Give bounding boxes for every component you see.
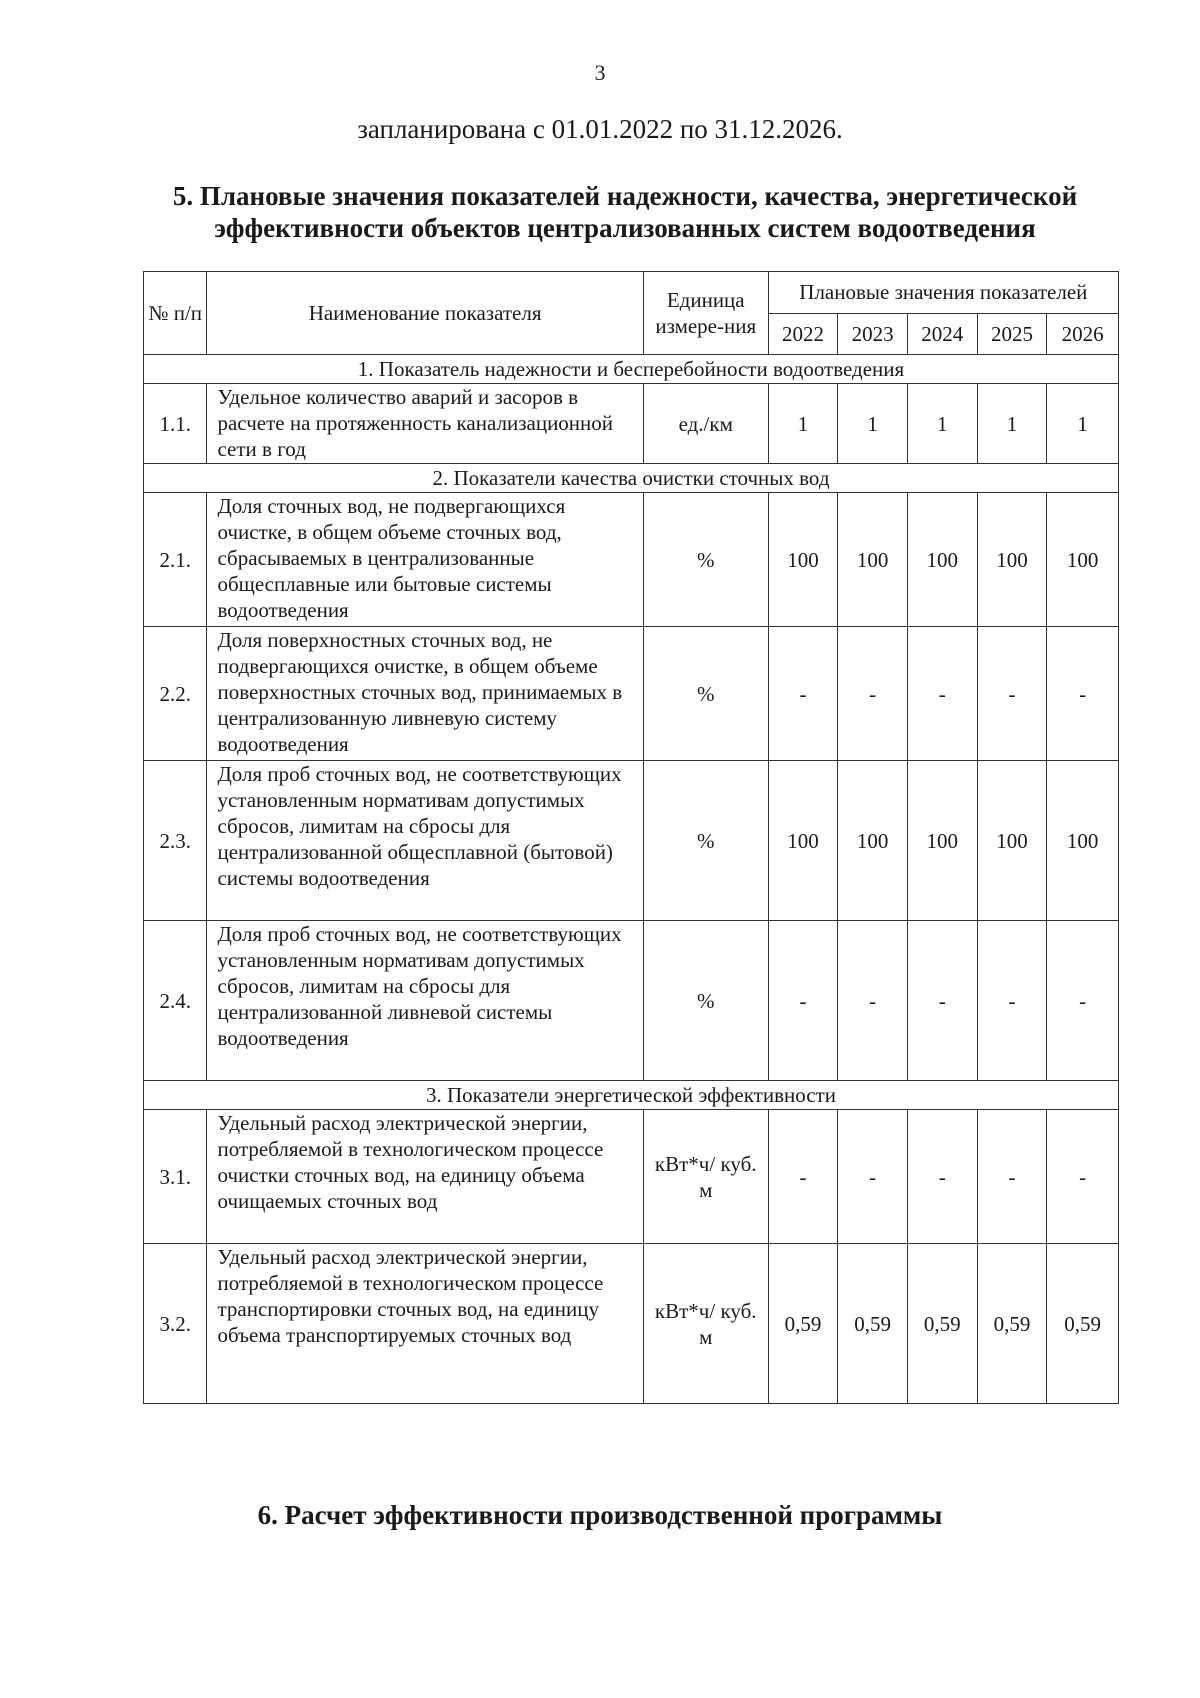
row-value: -: [838, 627, 908, 761]
header-name: Наименование показателя: [207, 272, 643, 355]
table-row: [144, 384, 1119, 464]
row-value: -: [907, 921, 977, 1081]
row-unit: %: [643, 627, 768, 761]
row-value: 100: [977, 493, 1047, 627]
row-value: -: [768, 921, 838, 1081]
group-row: [144, 1081, 1119, 1110]
row-num: 2.1.: [144, 493, 207, 627]
row-name: Удельный расход электрической энергии, потребляемой в технологическом процессе транспортировки сточных вод, на единицу объема транспортируемых сточных вод: [207, 1244, 643, 1404]
table-row: [144, 493, 1119, 627]
row-unit: %: [643, 761, 768, 921]
row-value: 100: [768, 761, 838, 921]
row-value: 0,59: [1047, 1244, 1119, 1404]
header-year: 2025: [977, 313, 1047, 355]
row-value: 100: [1047, 761, 1119, 921]
table-row: [144, 1244, 1119, 1404]
row-value: 0,59: [768, 1244, 838, 1404]
row-value: -: [907, 1110, 977, 1244]
group-title: 3. Показатели энергетической эффективности: [144, 1081, 1119, 1110]
table-row: [144, 627, 1119, 761]
table-row: [144, 1110, 1119, 1244]
row-value: 100: [768, 493, 838, 627]
row-name: Доля сточных вод, не подвергающихся очистке, в общем объеме сточных вод, сбрасываемых в централизованные общесплавные или бытовые системы водоотведения: [207, 493, 643, 627]
group-row: [144, 464, 1119, 493]
row-num: 2.3.: [144, 761, 207, 921]
table-header-row: [144, 272, 1119, 314]
header-year: 2026: [1047, 313, 1119, 355]
page-number: 3: [594, 60, 606, 85]
intro-text: запланирована с 01.01.2022 по 31.12.2026.: [357, 114, 843, 144]
header-year: 2023: [838, 313, 908, 355]
row-num: 2.2.: [144, 627, 207, 761]
row-value: -: [838, 921, 908, 1081]
row-value: 100: [907, 493, 977, 627]
group-row: [144, 355, 1119, 384]
row-value: -: [1047, 921, 1119, 1081]
indicators-table: [143, 271, 1119, 1404]
row-num: 2.4.: [144, 921, 207, 1081]
row-value: -: [977, 921, 1047, 1081]
row-name: Удельное количество аварий и засоров в расчете на протяженность канализационной сети в год: [207, 384, 643, 464]
row-value: -: [907, 627, 977, 761]
row-unit: ед./км: [643, 384, 768, 464]
row-name: Доля поверхностных сточных вод, не подвергающихся очистке, в общем объеме поверхностных сточных вод, принимаемых в централизованную ливневую систему водоотведения: [207, 627, 643, 761]
row-value: 100: [1047, 493, 1119, 627]
row-value: 1: [1047, 384, 1119, 464]
row-value: 1: [838, 384, 908, 464]
row-unit: %: [643, 921, 768, 1081]
row-name: Удельный расход электрической энергии, потребляемой в технологическом процессе очистки сточных вод, на единицу объема очищаемых сточных вод: [207, 1110, 643, 1244]
row-num: 3.1.: [144, 1110, 207, 1244]
header-planned: Плановые значения показателей: [768, 272, 1118, 314]
row-value: 100: [907, 761, 977, 921]
row-value: 0,59: [907, 1244, 977, 1404]
row-value: 1: [907, 384, 977, 464]
table-row: [144, 761, 1119, 921]
row-unit: %: [643, 493, 768, 627]
row-value: -: [977, 627, 1047, 761]
section-6-title: 6. Расчет эффективности производственной программы: [257, 1500, 943, 1530]
row-value: -: [768, 627, 838, 761]
header-year: 2024: [907, 313, 977, 355]
row-value: 1: [768, 384, 838, 464]
row-value: -: [1047, 627, 1119, 761]
row-value: -: [1047, 1110, 1119, 1244]
row-value: 0,59: [838, 1244, 908, 1404]
row-value: 100: [838, 493, 908, 627]
row-unit: кВт*ч/ куб. м: [643, 1110, 768, 1244]
group-title: 1. Показатель надежности и бесперебойности водоотведения: [144, 355, 1119, 384]
table-row: [144, 921, 1119, 1081]
row-value: -: [768, 1110, 838, 1244]
row-num: 1.1.: [144, 384, 207, 464]
header-unit: Единица измере-ния: [643, 272, 768, 355]
row-value: 100: [838, 761, 908, 921]
header-num: № п/п: [144, 272, 207, 355]
row-unit: кВт*ч/ куб. м: [643, 1244, 768, 1404]
row-name: Доля проб сточных вод, не соответствующих установленным нормативам допустимых сбросов, лимитам на сбросы для централизованной общесплавной (бытовой) системы водоотведения: [207, 761, 643, 921]
row-num: 3.2.: [144, 1244, 207, 1404]
row-value: -: [977, 1110, 1047, 1244]
group-title: 2. Показатели качества очистки сточных вод: [144, 464, 1119, 493]
row-value: -: [838, 1110, 908, 1244]
row-value: 100: [977, 761, 1047, 921]
row-value: 1: [977, 384, 1047, 464]
row-name: Доля проб сточных вод, не соответствующих установленным нормативам допустимых сбросов, лимитам на сбросы для централизованной ливневой системы водоотведения: [207, 921, 643, 1081]
row-value: 0,59: [977, 1244, 1047, 1404]
section-5-title: 5. Плановые значения показателей надежности, качества, энергетической эффективности объектов централизованных систем водоотведения: [172, 181, 1078, 243]
header-year: 2022: [768, 313, 838, 355]
